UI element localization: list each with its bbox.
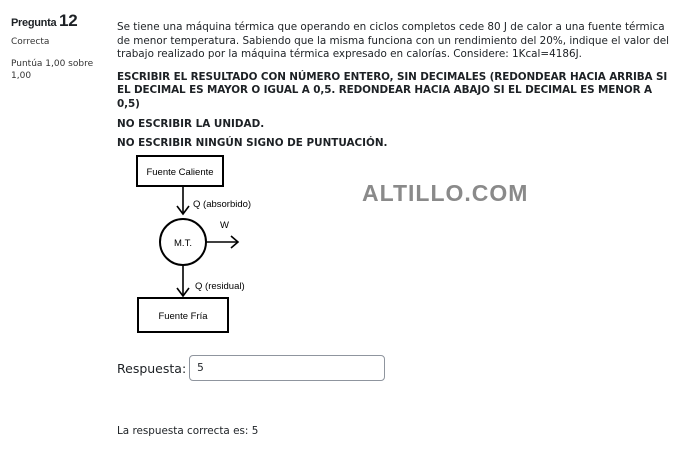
heat-engine-diagram [117, 148, 277, 344]
q-absorbed-label: Q (absorbido) [193, 199, 252, 210]
cold-source-label: Fuente Fría [158, 311, 208, 322]
instruction-punctuation: NO ESCRIBIR NINGÚN SIGNO DE PUNTUACIÓN. [117, 137, 388, 149]
question-label: Pregunta [11, 17, 57, 29]
question-grade: Puntúa 1,00 sobre 1,00 [11, 59, 94, 81]
question-number-value: 12 [59, 11, 78, 30]
question-text: Se tiene una máquina térmica que operando en ciclos completos cede 80 J de calor a una fuente térmica de menor temperatura. Sabiendo que la misma funciona con un rendimiento del 20%, indique el valor del trabajo realizado por la máquina térmica expresado en calorías. Considere: 1Kcal=4186J. [117, 21, 669, 60]
question-info [11, 11, 103, 82]
question-content [117, 21, 677, 149]
question-state: Correcta [11, 37, 50, 47]
instruction-unit: NO ESCRIBIR LA UNIDAD. [117, 118, 265, 130]
machine-label: M.T. [174, 238, 192, 249]
work-label: W [220, 220, 229, 231]
answer-row [117, 355, 385, 381]
question-number [11, 11, 103, 31]
answer-input[interactable] [189, 355, 385, 381]
instruction-rounding: ESCRIBIR EL RESULTADO CON NÚMERO ENTERO, SIN DECIMALES (REDONDEAR HACIA ARRIBA SI EL DECIMAL ES MAYOR O IGUAL A 0,5. REDONDEAR HACIA ABAJO SI EL DECIMAL ES MENOR A 0,5) [117, 70, 668, 110]
hot-source-label: Fuente Caliente [146, 167, 214, 178]
correct-answer-feedback: La respuesta correcta es: 5 [117, 425, 259, 437]
watermark: ALTILLO.COM [362, 180, 529, 206]
q-residual-label: Q (residual) [195, 281, 245, 292]
answer-label: Respuesta: [117, 360, 187, 376]
